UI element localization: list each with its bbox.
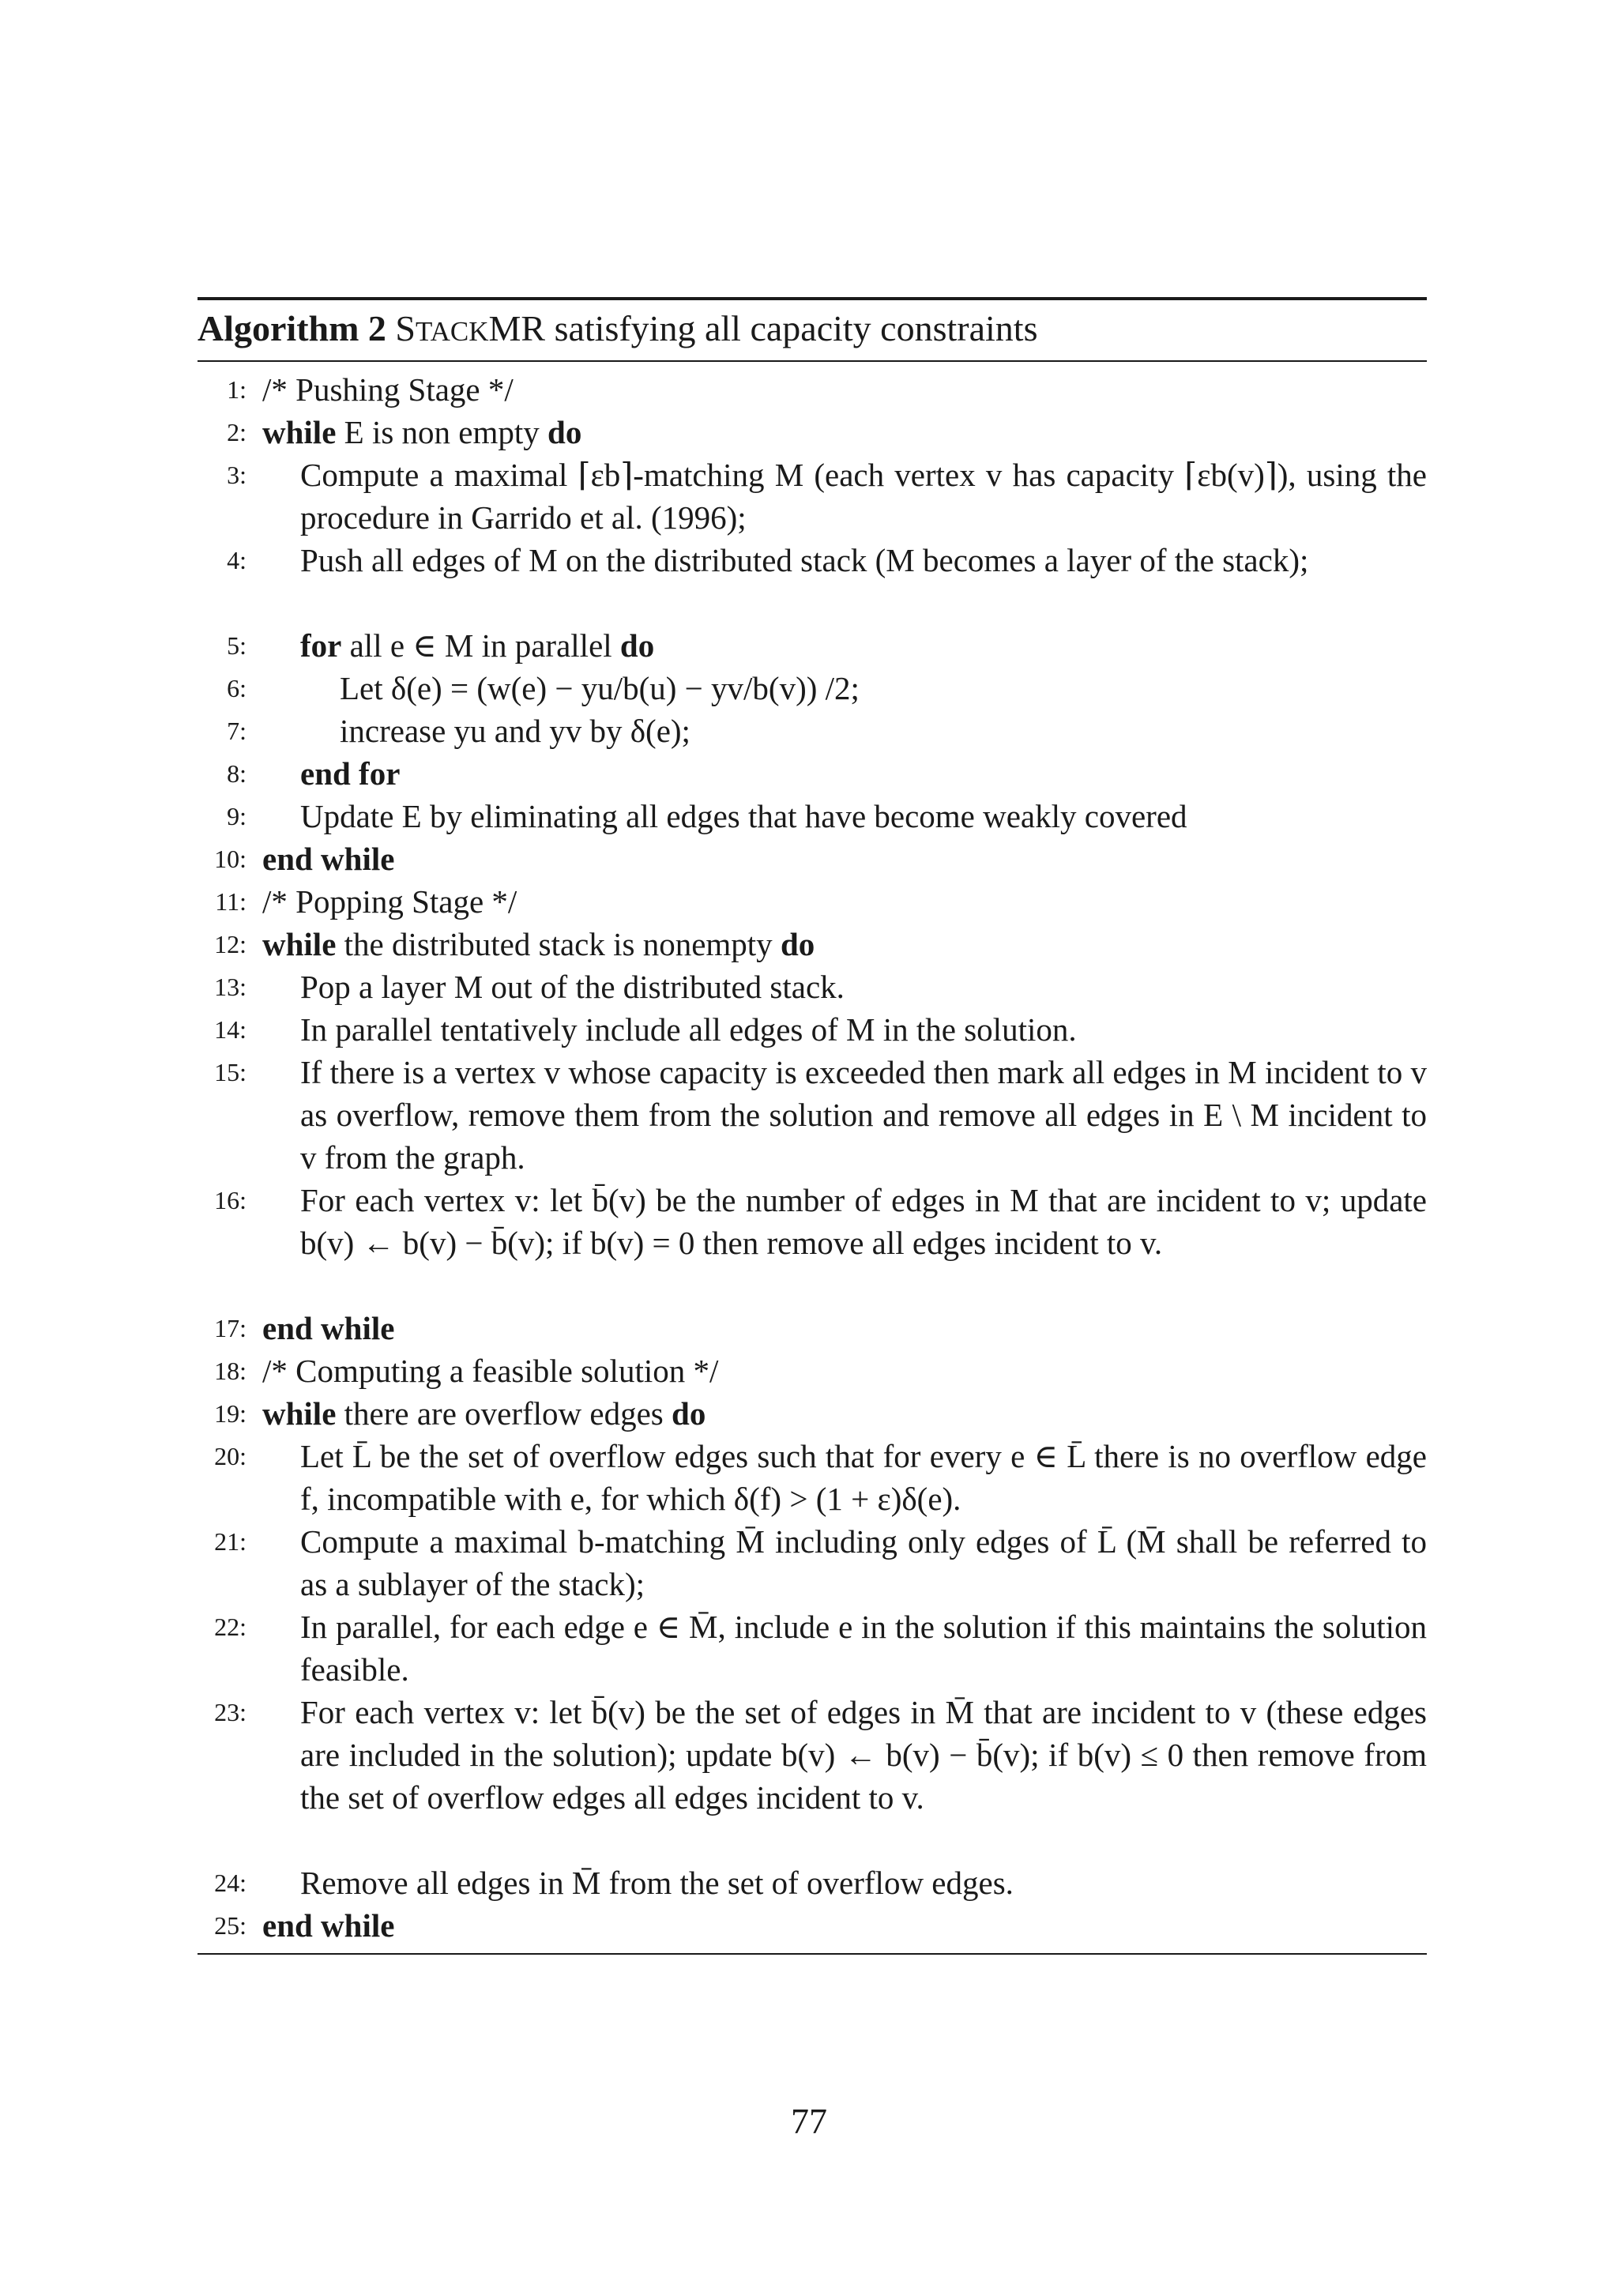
algorithm-line	[198, 667, 1427, 710]
algorithm-line	[198, 411, 1427, 454]
line-condition: E is non empty	[336, 414, 548, 450]
line-number: 16:	[214, 1186, 246, 1214]
keyword-end-for: end for	[300, 755, 401, 792]
line-number: 19:	[214, 1399, 246, 1428]
line-text: Remove all edges in M̄ from the set of overflow edges.	[300, 1865, 1014, 1901]
line-text: /* Computing a feasible solution */	[262, 1353, 719, 1389]
line-text: In parallel tentatively include all edges of M in the solution.	[300, 1011, 1077, 1048]
line-text: For each vertex v: let b̄(v) be the number of edges in M that are incident to v; update b(v) ← b(v) − b̄(v); if b(v) = 0 then remove all edges incident to v.	[300, 1182, 1427, 1261]
line-number: 2:	[227, 418, 246, 446]
line-text: For each vertex v: let b̄(v) be the set of edges in M̄ that are incident to v (these edges are included in the solution); update b(v) ← b(v) − b̄(v); if b(v) ≤ 0 then remove from the set of overflow edges all edges incident to v.	[300, 1694, 1427, 1816]
line-number: 8:	[227, 759, 246, 788]
line-text: Push all edges of M on the distributed stack (M becomes a layer of the stack);	[300, 542, 1309, 578]
line-number: 14:	[214, 1015, 246, 1044]
algorithm-lines	[198, 362, 1427, 1953]
line-text: /* Pushing Stage */	[262, 371, 514, 408]
algorithm-line	[198, 1051, 1427, 1179]
line-number: 23:	[214, 1698, 246, 1726]
keyword-do: do	[672, 1395, 706, 1432]
algorithm-line	[198, 880, 1427, 923]
line-number: 9:	[227, 802, 246, 830]
line-text	[300, 624, 1427, 667]
line-text: Compute a maximal ⌈εb⌉-matching M (each vertex v has capacity ⌈εb(v)⌉), using the procedure in Garrido et al. (1996);	[300, 457, 1427, 536]
keyword-end-while: end while	[262, 1310, 395, 1346]
algorithm-line	[198, 1520, 1427, 1605]
line-number: 5:	[227, 631, 246, 660]
keyword-do: do	[547, 414, 582, 450]
keyword-end-while: end while	[262, 1907, 395, 1944]
line-number: 13:	[214, 973, 246, 1001]
line-text	[262, 1392, 1427, 1435]
line-number: 10:	[214, 845, 246, 873]
line-number: 21:	[214, 1527, 246, 1556]
line-condition: all e ∈ M in parallel	[341, 627, 620, 664]
keyword-do: do	[780, 926, 815, 962]
algorithm-number: Algorithm 2	[198, 308, 386, 348]
line-text: Pop a layer M out of the distributed stack.	[300, 969, 845, 1005]
line-text	[262, 923, 1427, 965]
line-text: In parallel, for each edge e ∈ M̄, include e in the solution if this maintains the solution feasible.	[300, 1609, 1427, 1688]
keyword-while: while	[262, 1395, 337, 1432]
line-number: 25:	[214, 1911, 246, 1940]
line-number: 20:	[214, 1442, 246, 1470]
caption-smallcaps-initial: S	[395, 308, 416, 348]
algorithm-caption	[198, 300, 1427, 360]
algorithm-line	[198, 1008, 1427, 1051]
algorithm-line	[198, 1349, 1427, 1392]
line-number: 7:	[227, 717, 246, 745]
keyword-end-while: end while	[262, 841, 395, 877]
line-text: If there is a vertex v whose capacity is exceeded then mark all edges in M incident to v as overflow, remove them from the solution and remove all edges in E \ M incident to v from the graph.	[300, 1054, 1427, 1176]
line-number: 6:	[227, 674, 246, 702]
line-text: Let L̄ be the set of overflow edges such that for every e ∈ L̄ there is no overflow edge f, incompatible with e, for which δ(f) > (1 + ε)δ(e).	[300, 1438, 1427, 1517]
caption-title: MR satisfying all capacity constraints	[488, 308, 1038, 348]
algorithm-line	[198, 752, 1427, 795]
line-number: 24:	[214, 1869, 246, 1897]
line-text: increase yu and yv by δ(e);	[340, 713, 690, 749]
algorithm-line	[198, 368, 1427, 411]
algorithm-line	[198, 454, 1427, 539]
line-text: Let δ(e) = (w(e) − yu/b(u) − yv/b(v)) /2;	[340, 670, 860, 706]
algorithm-line	[198, 795, 1427, 837]
algorithm-line	[198, 1435, 1427, 1520]
line-number: 17:	[214, 1314, 246, 1342]
keyword-do: do	[619, 627, 655, 664]
line-number: 3:	[227, 461, 246, 489]
algorithm-line	[198, 923, 1427, 965]
page-number: 77	[791, 2101, 827, 2141]
line-condition: there are overflow edges	[336, 1395, 672, 1432]
algorithm-line	[198, 1605, 1427, 1691]
keyword-while: while	[262, 414, 337, 450]
line-number: 15:	[214, 1058, 246, 1086]
algorithm-line	[198, 837, 1427, 880]
algorithm-line	[198, 965, 1427, 1008]
line-text: Compute a maximal b-matching M̄ including only edges of L̄ (M̄ shall be referred to as a sublayer of the stack);	[300, 1523, 1427, 1602]
algorithm-block	[198, 297, 1427, 1955]
keyword-while: while	[262, 926, 337, 962]
algorithm-line	[198, 1691, 1427, 1861]
line-text	[262, 411, 1427, 454]
line-number: 1:	[227, 375, 246, 404]
algorithm-line	[198, 1307, 1427, 1349]
algorithm-line	[198, 710, 1427, 752]
line-number: 22:	[214, 1613, 246, 1641]
algorithm-line	[198, 624, 1427, 667]
line-number: 12:	[214, 930, 246, 958]
keyword-for: for	[300, 627, 342, 664]
line-number: 18:	[214, 1357, 246, 1385]
algorithm-line	[198, 1179, 1427, 1307]
algorithm-line	[198, 539, 1427, 624]
line-text: /* Popping Stage */	[262, 883, 517, 920]
bottom-rule	[198, 1953, 1427, 1955]
line-condition: the distributed stack is nonempty	[336, 926, 781, 962]
algorithm-line	[198, 1904, 1427, 1947]
line-number: 11:	[215, 887, 246, 916]
caption-smallcaps-rest: TACK	[416, 316, 489, 347]
algorithm-line	[198, 1861, 1427, 1904]
algorithm-line	[198, 1392, 1427, 1435]
line-number: 4:	[227, 546, 246, 574]
line-text: Update E by eliminating all edges that have become weakly covered	[300, 798, 1187, 834]
